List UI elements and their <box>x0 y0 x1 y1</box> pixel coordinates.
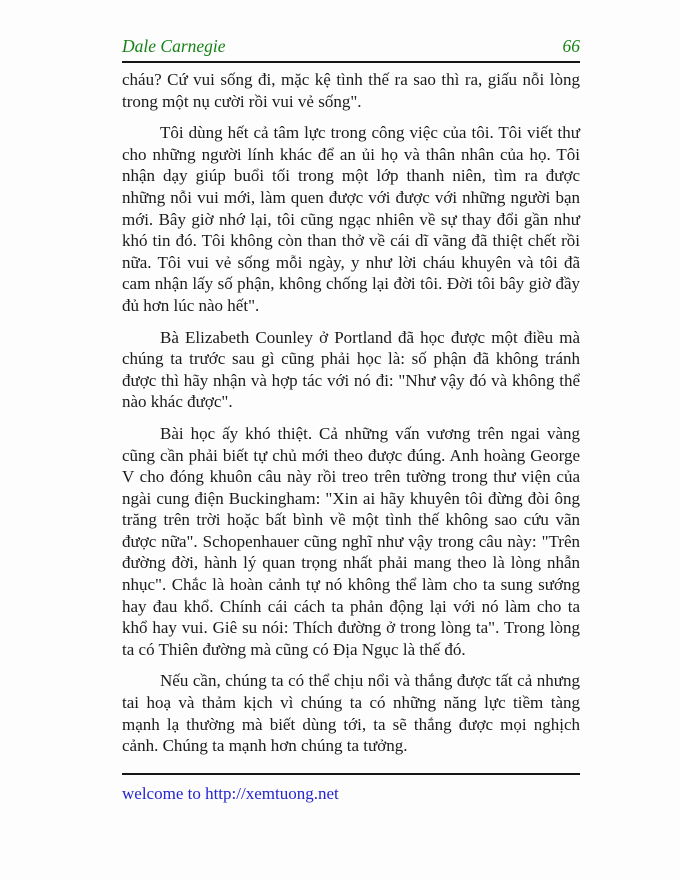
body-paragraph: Bà Elizabeth Counley ở Portland đã học được một điều mà chúng ta trước sau gì cũng phải học là: số phận đã không tránh được thì hãy nhận và hợp tác với nó đi: "Như vậy đó và không thể nào khác được". <box>122 327 580 412</box>
body-paragraph: cháu? Cứ vui sống đi, mặc kệ tình thế ra sao thì ra, giấu nỗi lòng trong một nụ cười rồi vui vẻ sống". <box>122 70 580 111</box>
body-text <box>122 69 580 757</box>
page-footer <box>122 773 580 804</box>
body-paragraph: Tôi dùng hết cả tâm lực trong công việc của tôi. Tôi viết thư cho những người lính khác để an ủi họ và thân nhân của họ. Tôi nhận dạy giúp buổi tối trong một lớp thanh niên, tìm ra được những nỗi vui mới, làm quen được với được với những người bạn mới. Bây giờ nhớ lại, tôi cũng ngạc nhiên về sự thay đổi gần như khó tin đó. Tôi không còn than thở về cái dĩ vãng đã thiệt chết rồi nữa. Tôi vui vẻ sống mỗi ngày, y như lời cháu khuyên và tôi đã cam nhận lấy số phận, không chống lại đời tôi. Đời tôi bây giờ đầy đủ hơn lúc nào hết". <box>122 123 580 315</box>
page-content <box>122 36 580 767</box>
footer-url-link[interactable]: welcome to http://xemtuong.net <box>122 784 339 803</box>
running-header <box>122 36 580 61</box>
body-paragraph: Bài học ấy khó thiệt. Cả những vấn vương trên ngai vàng cũng cần phải biết tự chủ mới theo được đúng. Anh hoàng George V cho đóng khuôn câu này rồi treo trên tường trong thư viện của ngài cung điện Buckingham: "Xin ai hãy khuyên tôi đừng đòi ông trăng trên trời hoặc bất bình về một tình thế không sao cứu vãn được nữa". Schopenhauer cũng nghĩ như vậy trong câu này: "Trên đường đời, hành lý quan trọng nhất phải mang theo là lòng nhẫn nhục". Chắc là hoàn cảnh tự nó không thể làm cho ta sung sướng hay đau khổ. Chính cái cách ta phản động lại với nó làm cho ta khổ hay vui. Giê su nói: Thích đường ở trong lòng ta". Trong lòng ta có Thiên đường mà cũng có Địa Ngục là thế đó. <box>122 423 580 659</box>
header-author: Dale Carnegie <box>122 36 226 56</box>
header-rule-divider <box>122 61 580 63</box>
body-paragraph: Nếu cần, chúng ta có thể chịu nổi và thắng được tất cả nhưng tai hoạ và thảm kịch vì chúng ta có những năng lực tiềm tàng mạnh lạ thường mà biết dùng tới, ta sẽ thắng được mọi nghịch cảnh. Chúng ta mạnh hơn chúng ta tưởng. <box>122 671 580 756</box>
header-page-number: 66 <box>562 36 580 56</box>
